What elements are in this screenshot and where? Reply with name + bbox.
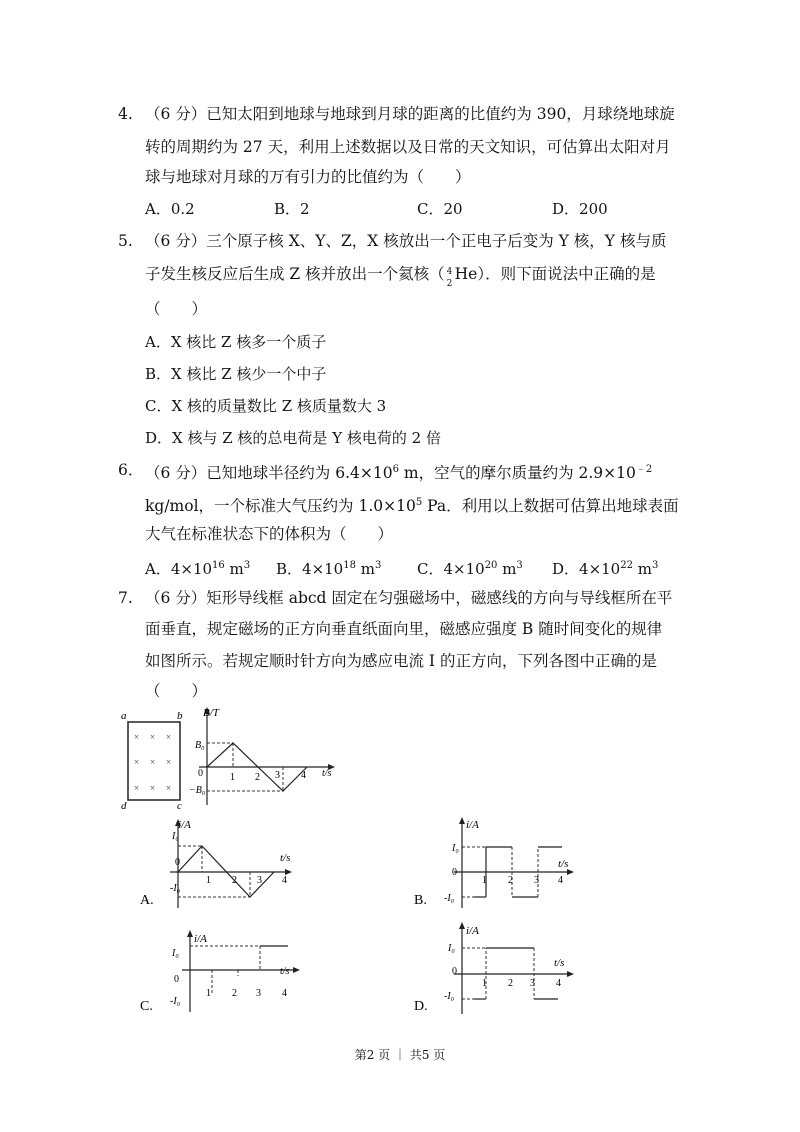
q6-c-pre: C．4×10 <box>417 560 485 578</box>
q6-number: 6． <box>118 461 144 479</box>
helium-nucleus-notation <box>445 263 455 289</box>
bt-xlabel: t/s <box>322 768 332 779</box>
q6-line1-part2: m，空气的摩尔质量约为 2.9×10 <box>398 464 636 482</box>
a-tick: 1 <box>206 875 211 886</box>
q6-option-c <box>417 555 523 580</box>
frame-label-c: c <box>177 800 182 812</box>
q4-text-line2: 转的周期约为 27 天，利用上述数据以及日常的天文知识，可估算出太阳对月 <box>145 138 671 156</box>
q6-option-b <box>276 555 381 580</box>
c-tick: 2 <box>232 988 237 999</box>
c-tick: 3 <box>256 988 261 999</box>
field-mark: × <box>150 732 156 742</box>
d-neg-label: -I₀ <box>444 991 455 1002</box>
field-mark: × <box>134 757 140 767</box>
b-tick: 1 <box>482 875 487 886</box>
q7-text-line1: （6 分）矩形导线框 abcd 固定在匀强磁场中，磁感线的方向与导线框所在平 <box>145 589 673 607</box>
c-neg-label: -I₀ <box>170 996 181 1007</box>
field-mark: × <box>150 783 156 793</box>
b-neg-label: -I₀ <box>444 893 455 904</box>
q5-option-c: C．X 核的质量数比 Z 核质量数大 3 <box>145 397 387 415</box>
q6-b-unit-exp: 3 <box>374 560 382 571</box>
bt-pos-label: B₀ <box>195 740 205 751</box>
q6-line1-part1: （6 分）已知地球半径约为 6.4×10 <box>145 464 393 482</box>
d-pos-label: I₀ <box>448 943 455 954</box>
a-tick: 2 <box>232 875 237 886</box>
bt-ylabel: B/T <box>203 707 219 719</box>
field-mark: × <box>134 732 140 742</box>
q7-text-line3: 如图所示。若规定顺时针方向为感应电流 I 的正方向，下列各图中正确的是 <box>145 652 657 670</box>
b-tick: 2 <box>508 875 513 886</box>
choice-c-letter: C. <box>140 999 153 1014</box>
q5-text-line2 <box>145 263 656 289</box>
q6-a-pre: A．4×10 <box>145 560 213 578</box>
q7-text-line4: （ ） <box>145 682 208 700</box>
q5-text-line1: （6 分）三个原子核 X、Y、Z，X 核放出一个正电子后变为 Y 核，Y 核与质 <box>145 232 667 250</box>
q6-text-line1 <box>145 459 652 484</box>
frame-label-b: b <box>177 710 183 722</box>
q7-number: 7. <box>118 589 133 607</box>
d-tick: 4 <box>556 978 561 989</box>
bt-tick: 1 <box>230 772 235 783</box>
q6-option-a <box>145 555 250 580</box>
nucleus-charge-number: 2 <box>446 279 453 289</box>
q6-d-unit-exp: 3 <box>651 560 659 571</box>
c-tick: 1 <box>206 988 211 999</box>
bt-tick: 3 <box>275 770 280 781</box>
bt-neg-label: −B₀ <box>189 785 206 796</box>
choice-a-letter: A. <box>140 893 154 908</box>
q6-d-pre: D．4×10 <box>552 560 621 578</box>
bt-tick: 2 <box>255 772 260 783</box>
q5-number: 5. <box>118 232 133 250</box>
bt-origin-label: 0 <box>198 768 203 779</box>
c-pos-label: I₀ <box>172 948 179 959</box>
b-zero-label: 0 <box>452 867 457 878</box>
q6-a-exp: 16 <box>212 560 225 571</box>
a-tick: 3 <box>257 875 262 886</box>
q6-c-unit-exp: 3 <box>516 560 523 571</box>
q5-option-a: A．X 核比 Z 核多一个质子 <box>145 333 327 351</box>
q6-a-unit-exp: 3 <box>243 560 251 571</box>
bt-tick: 4 <box>301 770 306 781</box>
a-pos-label: I₀ <box>172 831 179 842</box>
q4-option-a: A．0.2 <box>145 200 195 218</box>
b-tick: 3 <box>534 875 539 886</box>
q5-line2-post: ）．则下面说法中正确的是 <box>477 265 656 283</box>
q6-a-unit: m <box>224 560 244 578</box>
a-ylabel: i/A <box>178 819 191 831</box>
field-mark: × <box>166 732 172 742</box>
q6-line2-exp: 5 <box>415 497 423 508</box>
q6-option-d <box>552 555 658 580</box>
q6-d-unit: m <box>632 560 652 578</box>
q6-b-pre: B．4×10 <box>276 560 344 578</box>
frame-label-d: d <box>121 800 127 812</box>
q5-line2-pre: 子发生核反应后生成 Z 核并放出一个氦核（ <box>145 265 445 283</box>
field-mark: × <box>166 757 172 767</box>
a-zero-label: 0 <box>175 857 180 868</box>
c-xlabel: t/s <box>280 966 290 977</box>
q5-option-d: D．X 核与 Z 核的总电荷是 Y 核电荷的 2 倍 <box>145 429 441 447</box>
d-xlabel: t/s <box>554 957 565 969</box>
q6-b-exp: 18 <box>343 560 356 571</box>
choice-d-letter: D. <box>414 999 428 1014</box>
page-footer: 第2 页 ｜ 共5 页 <box>354 1048 446 1062</box>
d-zero-label: 0 <box>452 966 457 977</box>
q4-option-d: D．200 <box>552 200 608 218</box>
q6-line2-part2: Pa．利用以上数据可估算出地球表面 <box>422 497 679 515</box>
b-t-graph <box>189 705 345 810</box>
q5-text-line3: （ ） <box>145 300 208 318</box>
q4-text-line3: 球与地球对月球的万有引力的比值约为（ ） <box>145 168 471 186</box>
wire-frame-figure <box>115 705 195 815</box>
choice-a-graph <box>140 815 300 910</box>
d-ylabel: i/A <box>466 925 479 937</box>
q4-text-line1: （6 分）已知太阳到地球与地球到月球的距离的比值约为 390，月球绕地球旋 <box>145 105 675 123</box>
a-neg-label: -I₀ <box>170 883 181 894</box>
a-tick: 4 <box>282 875 287 886</box>
b-ylabel: i/A <box>466 819 479 831</box>
q6-text-line3: 大气在标准状态下的体积为（ ） <box>145 525 394 543</box>
frame-label-a: a <box>121 710 127 722</box>
d-tick: 3 <box>530 978 535 989</box>
c-zero-label: 0 <box>174 974 179 985</box>
q4-option-b: B．2 <box>274 200 310 218</box>
choice-b-letter: B. <box>414 893 427 908</box>
q6-c-unit: m <box>497 560 517 578</box>
q6-line2-part1: kg/mol，一个标准大气压约为 1.0×10 <box>145 497 416 515</box>
q5-option-b: B．X 核比 Z 核少一个中子 <box>145 365 327 383</box>
field-mark: × <box>134 783 140 793</box>
q6-d-exp: 22 <box>620 560 633 571</box>
a-xlabel: t/s <box>280 852 291 864</box>
nucleus-mass-number: 4 <box>446 267 453 277</box>
q6-line1-exp2: ﹣2 <box>635 464 653 475</box>
b-pos-label: I₀ <box>452 843 459 854</box>
q6-line1-exp1: 6 <box>392 464 399 475</box>
q4-number: 4. <box>118 105 133 123</box>
field-mark: × <box>150 757 156 767</box>
b-xlabel: t/s <box>558 858 569 870</box>
choice-b-graph <box>414 815 584 910</box>
c-ylabel: i/A <box>194 933 207 945</box>
c-tick: 4 <box>282 988 287 999</box>
b-tick: 4 <box>558 875 563 886</box>
d-tick: 1 <box>482 978 487 989</box>
q4-option-c: C．20 <box>417 200 463 218</box>
choice-d-graph <box>414 920 584 1016</box>
choice-c-graph <box>140 928 310 1016</box>
d-tick: 2 <box>508 978 513 989</box>
q6-c-exp: 20 <box>484 560 498 571</box>
q6-b-unit: m <box>355 560 375 578</box>
q7-text-line2: 面垂直，规定磁场的正方向垂直纸面向里，磁感应强度 B 随时间变化的规律 <box>145 620 663 638</box>
q6-text-line2 <box>145 492 679 517</box>
field-mark: × <box>166 783 172 793</box>
nucleus-symbol: He <box>454 265 478 283</box>
